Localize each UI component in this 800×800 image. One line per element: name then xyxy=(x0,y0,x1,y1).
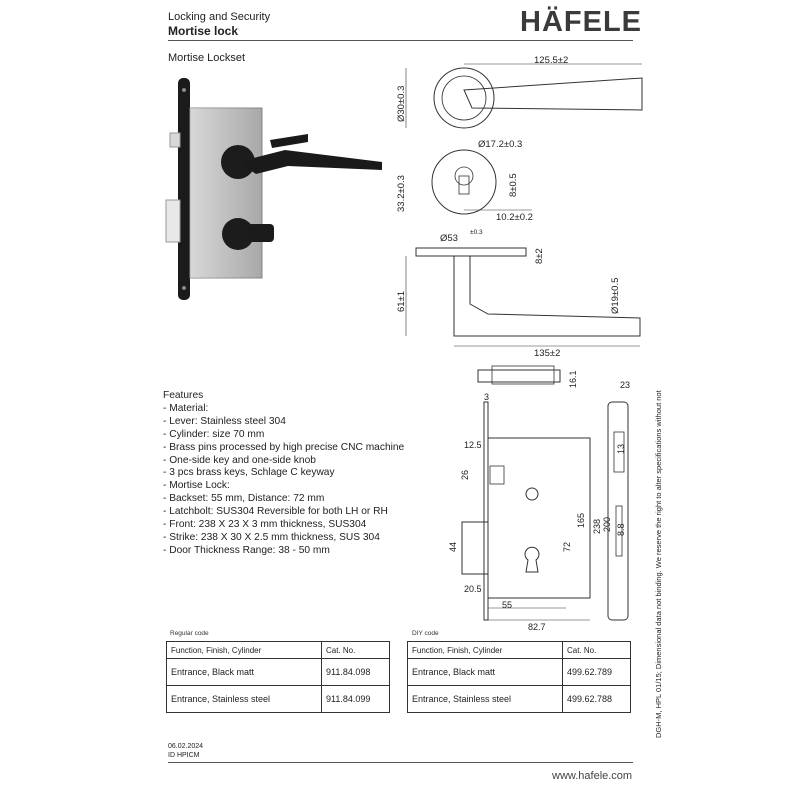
dim-8-8: 8.8 xyxy=(616,523,626,536)
table-cell: Entrance, Stainless steel xyxy=(408,686,563,713)
dim-44: 44 xyxy=(448,541,458,552)
table-cell: 911.84.098 xyxy=(322,659,390,686)
feature-line: - Backset: 55 mm, Distance: 72 mm xyxy=(163,493,325,505)
table-header: Function, Finish, Cylinder xyxy=(167,642,322,659)
feature-line: - Latchbolt: SUS304 Reversible for both LH or RH xyxy=(163,506,388,518)
product-photo xyxy=(160,78,400,303)
dim-d17: Ø17.2±0.3 xyxy=(478,139,523,150)
dim-20-5: 20.5 xyxy=(464,584,482,594)
diy-table-caption: DIY code xyxy=(412,630,439,637)
dim-d30: Ø30±0.3 xyxy=(396,85,407,122)
lever-dimension-drawing xyxy=(392,52,662,367)
dim-33: 33.2±0.3 xyxy=(396,175,407,212)
features-list xyxy=(163,390,463,558)
regular-table-caption: Regular code xyxy=(170,630,209,637)
regular-code-table xyxy=(166,641,390,713)
website-link[interactable]: www.hafele.com xyxy=(552,770,633,782)
dim-125-5: 125.5±2 xyxy=(534,55,569,66)
section-title: Mortise Lockset xyxy=(168,52,246,64)
dim-55: 55 xyxy=(502,600,513,610)
table-cell: Entrance, Stainless steel xyxy=(167,686,322,713)
dim-12-5: 12.5 xyxy=(464,440,482,450)
table-cell: 499.62.788 xyxy=(563,686,631,713)
dim-d53: Ø53 xyxy=(440,233,458,244)
category-label: Locking and Security xyxy=(168,11,271,23)
dim-d19: Ø19±0.5 xyxy=(610,277,621,314)
dim-165: 165 xyxy=(576,512,586,528)
dim-13: 13 xyxy=(616,443,626,454)
page-title: Mortise lock xyxy=(168,24,239,38)
dim-200: 200 xyxy=(602,516,612,532)
feature-line: - Strike: 238 X 30 X 2.5 mm thickness, SUS 304 xyxy=(163,531,380,543)
header-divider xyxy=(168,40,633,41)
diy-code-table xyxy=(407,641,631,713)
document-id: ID HPICM xyxy=(168,752,200,759)
table-cell: Entrance, Black matt xyxy=(167,659,322,686)
dim-135: 135±2 xyxy=(534,348,561,359)
dim-16-1: 16.1 xyxy=(568,370,578,388)
features-title: Features xyxy=(163,390,204,401)
feature-line: - Door Thickness Range: 38 - 50 mm xyxy=(163,544,330,556)
dim-10-2: 10.2±0.2 xyxy=(496,212,533,223)
table-header: Cat. No. xyxy=(563,642,631,659)
faceplate xyxy=(178,78,190,300)
feature-line: - Material: xyxy=(163,402,209,414)
latchbolt xyxy=(166,200,180,242)
feature-line: - Front: 238 X 23 X 3 mm thickness, SUS304 xyxy=(163,519,367,531)
table-cell: Entrance, Black matt xyxy=(408,659,563,686)
dim-8: 8±0.5 xyxy=(508,173,519,197)
table-header: Function, Finish, Cylinder xyxy=(408,642,563,659)
hafele-logo: HÄFELE xyxy=(520,6,642,38)
dim-3: 3 xyxy=(484,392,490,402)
feature-line: - One-side key and one-side knob xyxy=(163,454,316,466)
dim-23: 23 xyxy=(620,380,631,390)
feature-line: - Brass pins processed by high precise CNC machine xyxy=(163,441,405,453)
dim-8b: 8±2 xyxy=(534,248,545,264)
mortise-lock-drawing xyxy=(440,362,650,642)
feature-line: - Mortise Lock: xyxy=(163,480,230,492)
dim-238: 238 xyxy=(592,518,602,534)
thumb-turn xyxy=(248,224,274,242)
footer-meta xyxy=(168,742,203,760)
feature-line: - 3 pcs brass keys, Schlage C keyway xyxy=(163,467,335,479)
feature-line: - Lever: Stainless steel 304 xyxy=(163,415,286,427)
table-cell: 499.62.789 xyxy=(563,659,631,686)
document-date: 06.02.2024 xyxy=(168,743,204,750)
table-cell: 911.84.099 xyxy=(322,686,390,713)
dim-72: 72 xyxy=(562,541,572,552)
side-disclaimer xyxy=(652,390,664,740)
dim-82-7: 82.7 xyxy=(528,622,546,632)
side-disclaimer-text: DGH-M, HPL 01/15; Dimensional data not binding. We reserve the right to alter specifications without notice. xyxy=(654,390,663,738)
dim-26: 26 xyxy=(460,469,470,480)
footer-divider xyxy=(168,762,633,763)
feature-line: - Cylinder: size 70 mm xyxy=(163,428,265,440)
dim-61: 61±1 xyxy=(396,290,407,312)
dim-d53-tol: ±0.3 xyxy=(470,229,483,236)
table-header: Cat. No. xyxy=(322,642,390,659)
